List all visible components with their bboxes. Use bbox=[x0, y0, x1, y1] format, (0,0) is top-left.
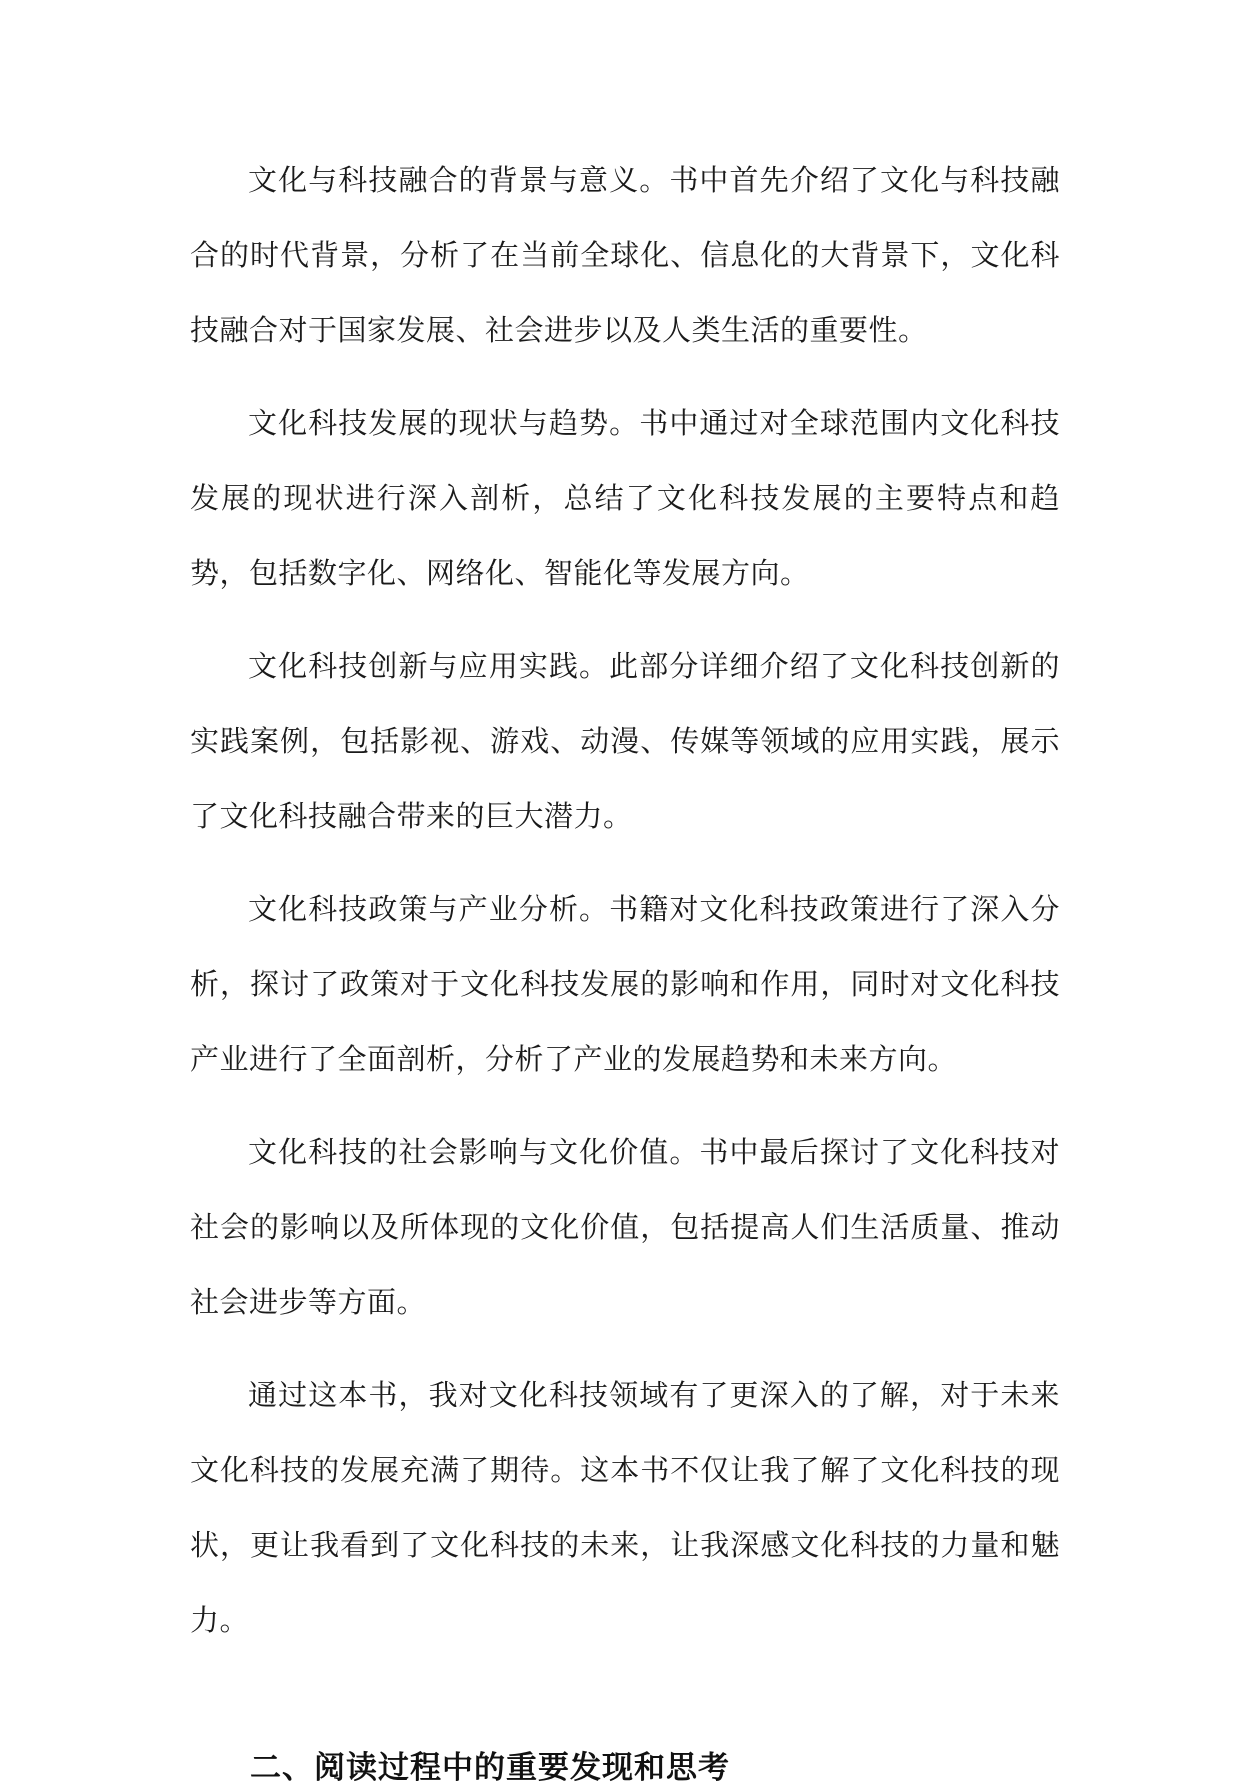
page-content bbox=[190, 143, 1060, 1790]
paragraph-status-trends: 文化科技发展的现状与趋势。书中通过对全球范围内文化科技发展的现状进行深入剖析，总结了文化科技发展的主要特点和趋势，包括数字化、网络化、智能化等发展方向。 bbox=[190, 406, 1060, 590]
paragraph-conclusion: 通过这本书，我对文化科技领域有了更深入的了解，对于未来文化科技的发展充满了期待。这本书不仅让我了解了文化科技的现状，更让我看到了文化科技的未来，让我深感文化科技的力量和魅力。 bbox=[190, 1378, 1060, 1637]
paragraph-innovation-practice: 文化科技创新与应用实践。此部分详细介绍了文化科技创新的实践案例，包括影视、游戏、动漫、传媒等领域的应用实践，展示了文化科技融合带来的巨大潜力。 bbox=[190, 649, 1060, 833]
paragraph-social-impact: 文化科技的社会影响与文化价值。书中最后探讨了文化科技对社会的影响以及所体现的文化价值，包括提高人们生活质量、推动社会进步等方面。 bbox=[190, 1135, 1060, 1319]
section-heading: 二、阅读过程中的重要发现和思考 bbox=[250, 1750, 730, 1786]
paragraph-background-significance: 文化与科技融合的背景与意义。书中首先介绍了文化与科技融合的时代背景，分析了在当前全球化、信息化的大背景下，文化科技融合对于国家发展、社会进步以及人类生活的重要性。 bbox=[190, 163, 1060, 347]
paragraph-policy-industry: 文化科技政策与产业分析。书籍对文化科技政策进行了深入分析，探讨了政策对于文化科技发展的影响和作用，同时对文化科技产业进行了全面剖析，分析了产业的发展趋势和未来方向。 bbox=[190, 892, 1060, 1076]
